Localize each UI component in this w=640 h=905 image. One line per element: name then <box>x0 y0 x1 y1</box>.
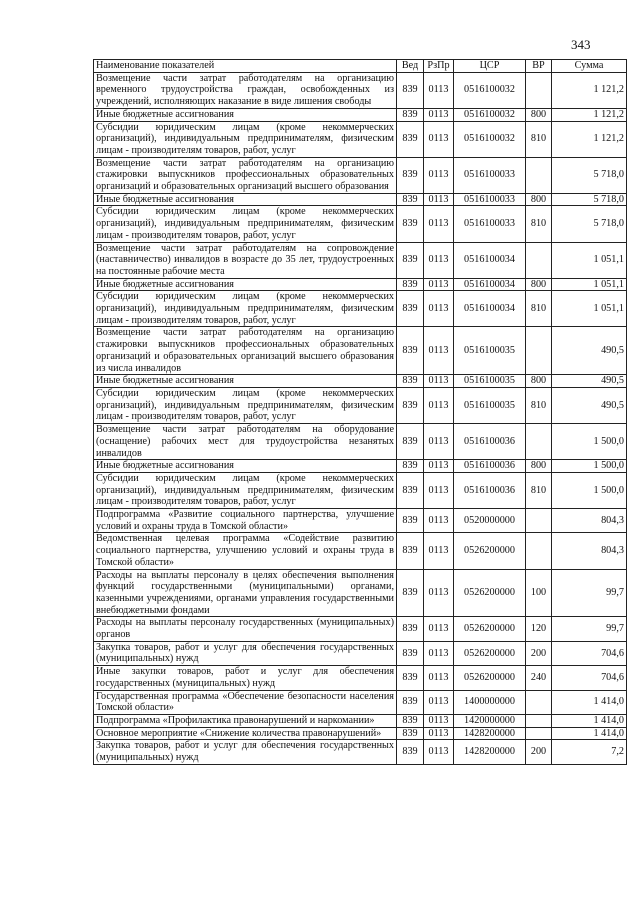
cell-name: Ведомственная целевая программа «Содействие развитию социального партнерства, улучшению условий и охраны труда в Томской области» <box>94 533 397 569</box>
cell-ved: 839 <box>397 327 424 375</box>
cell-name: Подпрограмма «Профилактика правонарушений и наркомании» <box>94 714 397 727</box>
cell-ved: 839 <box>397 121 424 157</box>
cell-rzpr: 0113 <box>424 108 454 121</box>
cell-ved: 839 <box>397 72 424 108</box>
cell-name: Возмещение части затрат работодателям на сопровождение (наставничество) инвалидов в возрасте до 35 лет, трудоустроенных на постоянные рабочие места <box>94 242 397 278</box>
cell-sum: 1 414,0 <box>552 727 627 740</box>
cell-rzpr: 0113 <box>424 157 454 193</box>
cell-csr: 0526200000 <box>454 617 526 641</box>
cell-sum: 1 121,2 <box>552 72 627 108</box>
cell-csr: 0526200000 <box>454 641 526 665</box>
cell-rzpr: 0113 <box>424 327 454 375</box>
cell-vr: 800 <box>526 278 552 291</box>
table-row <box>94 690 627 714</box>
cell-name: Расходы на выплаты персоналу государственных (муниципальных) органов <box>94 617 397 641</box>
cell-vr <box>526 424 552 460</box>
header-rzpr: РзПр <box>424 60 454 73</box>
cell-vr <box>526 327 552 375</box>
cell-vr: 800 <box>526 375 552 388</box>
table-row <box>94 641 627 665</box>
cell-csr: 0516100035 <box>454 327 526 375</box>
cell-csr: 0516100033 <box>454 157 526 193</box>
cell-rzpr: 0113 <box>424 641 454 665</box>
cell-rzpr: 0113 <box>424 472 454 508</box>
cell-csr: 0516100034 <box>454 278 526 291</box>
table-row <box>94 291 627 327</box>
cell-sum: 7,2 <box>552 740 627 764</box>
cell-ved: 839 <box>397 108 424 121</box>
page-number: 343 <box>571 37 591 52</box>
table-row <box>94 108 627 121</box>
table-row <box>94 740 627 764</box>
cell-name: Расходы на выплаты персоналу в целях обеспечения выполнения функций государственными (муниципальными) органами, казенными учреждениями, органами управления государственными внебюджетными фондами <box>94 569 397 617</box>
cell-sum: 1 414,0 <box>552 714 627 727</box>
cell-vr <box>526 533 552 569</box>
cell-name: Субсидии юридическим лицам (кроме некоммерческих организаций), индивидуальным предпринимателям, физическим лицам - производителям товаров, работ, услуг <box>94 291 397 327</box>
cell-vr: 800 <box>526 193 552 206</box>
cell-rzpr: 0113 <box>424 278 454 291</box>
cell-ved: 839 <box>397 533 424 569</box>
header-ved: Вед <box>397 60 424 73</box>
cell-sum: 99,7 <box>552 617 627 641</box>
cell-sum: 1 051,1 <box>552 242 627 278</box>
cell-sum: 1 500,0 <box>552 460 627 473</box>
table-row <box>94 666 627 690</box>
cell-sum: 804,3 <box>552 533 627 569</box>
cell-csr: 0516100033 <box>454 193 526 206</box>
cell-csr: 0516100034 <box>454 291 526 327</box>
cell-sum: 5 718,0 <box>552 193 627 206</box>
cell-ved: 839 <box>397 424 424 460</box>
cell-vr <box>526 509 552 533</box>
cell-sum: 1 414,0 <box>552 690 627 714</box>
cell-vr <box>526 157 552 193</box>
cell-vr: 800 <box>526 460 552 473</box>
cell-ved: 839 <box>397 375 424 388</box>
cell-name: Субсидии юридическим лицам (кроме некоммерческих организаций), индивидуальным предпринимателям, физическим лицам - производителям товаров, работ, услуг <box>94 121 397 157</box>
cell-csr: 1428200000 <box>454 740 526 764</box>
table-header-row <box>94 60 627 73</box>
cell-vr: 200 <box>526 740 552 764</box>
cell-rzpr: 0113 <box>424 727 454 740</box>
cell-vr: 810 <box>526 472 552 508</box>
cell-sum: 5 718,0 <box>552 206 627 242</box>
cell-ved: 839 <box>397 472 424 508</box>
table-row <box>94 472 627 508</box>
cell-rzpr: 0113 <box>424 617 454 641</box>
cell-sum: 1 121,2 <box>552 108 627 121</box>
cell-csr: 0526200000 <box>454 666 526 690</box>
cell-vr: 810 <box>526 121 552 157</box>
cell-rzpr: 0113 <box>424 424 454 460</box>
cell-ved: 839 <box>397 641 424 665</box>
cell-name: Иные бюджетные ассигнования <box>94 278 397 291</box>
cell-ved: 839 <box>397 569 424 617</box>
cell-vr: 810 <box>526 387 552 423</box>
cell-rzpr: 0113 <box>424 72 454 108</box>
cell-sum: 490,5 <box>552 375 627 388</box>
cell-name: Закупка товаров, работ и услуг для обеспечения государственных (муниципальных) нужд <box>94 641 397 665</box>
table-row <box>94 327 627 375</box>
cell-csr: 0516100032 <box>454 108 526 121</box>
cell-rzpr: 0113 <box>424 569 454 617</box>
header-csr: ЦСР <box>454 60 526 73</box>
cell-vr: 800 <box>526 108 552 121</box>
table-row <box>94 533 627 569</box>
cell-name: Возмещение части затрат работодателям на оборудование (оснащение) рабочих мест для трудоустройства незанятых инвалидов <box>94 424 397 460</box>
cell-rzpr: 0113 <box>424 690 454 714</box>
cell-rzpr: 0113 <box>424 740 454 764</box>
cell-name: Закупка товаров, работ и услуг для обеспечения государственных (муниципальных) нужд <box>94 740 397 764</box>
cell-name: Основное мероприятие «Снижение количества правонарушений» <box>94 727 397 740</box>
cell-name: Подпрограмма «Развитие социального партнерства, улучшение условий и охраны труда в Томской области» <box>94 509 397 533</box>
cell-rzpr: 0113 <box>424 714 454 727</box>
cell-ved: 839 <box>397 242 424 278</box>
cell-csr: 0516100035 <box>454 387 526 423</box>
table-row <box>94 193 627 206</box>
cell-vr: 240 <box>526 666 552 690</box>
cell-rzpr: 0113 <box>424 460 454 473</box>
cell-csr: 1428200000 <box>454 727 526 740</box>
cell-rzpr: 0113 <box>424 387 454 423</box>
cell-vr: 200 <box>526 641 552 665</box>
cell-csr: 0526200000 <box>454 569 526 617</box>
header-vr: ВР <box>526 60 552 73</box>
cell-rzpr: 0113 <box>424 193 454 206</box>
cell-csr: 0516100035 <box>454 375 526 388</box>
cell-name: Возмещение части затрат работодателям на организацию стажировки выпускников профессиональных образовательных организаций и образовательных организаций высшего образования <box>94 157 397 193</box>
cell-csr: 0516100032 <box>454 72 526 108</box>
cell-sum: 5 718,0 <box>552 157 627 193</box>
cell-rzpr: 0113 <box>424 509 454 533</box>
cell-sum: 99,7 <box>552 569 627 617</box>
cell-vr: 100 <box>526 569 552 617</box>
cell-sum: 1 500,0 <box>552 424 627 460</box>
cell-ved: 839 <box>397 740 424 764</box>
cell-vr: 120 <box>526 617 552 641</box>
cell-sum: 1 500,0 <box>552 472 627 508</box>
cell-csr: 0516100033 <box>454 206 526 242</box>
cell-csr: 1420000000 <box>454 714 526 727</box>
table-row <box>94 375 627 388</box>
cell-sum: 1 051,1 <box>552 278 627 291</box>
cell-vr <box>526 72 552 108</box>
cell-csr: 0520000000 <box>454 509 526 533</box>
cell-rzpr: 0113 <box>424 291 454 327</box>
table-row <box>94 509 627 533</box>
table-row <box>94 460 627 473</box>
cell-csr: 0516100032 <box>454 121 526 157</box>
cell-ved: 839 <box>397 278 424 291</box>
cell-sum: 704,6 <box>552 641 627 665</box>
cell-name: Субсидии юридическим лицам (кроме некоммерческих организаций), индивидуальным предпринимателям, физическим лицам - производителям товаров, работ, услуг <box>94 206 397 242</box>
cell-csr: 0516100036 <box>454 424 526 460</box>
cell-sum: 1 051,1 <box>552 291 627 327</box>
cell-rzpr: 0113 <box>424 242 454 278</box>
cell-csr: 0516100036 <box>454 472 526 508</box>
cell-sum: 704,6 <box>552 666 627 690</box>
cell-name: Иные бюджетные ассигнования <box>94 108 397 121</box>
cell-ved: 839 <box>397 206 424 242</box>
table-row <box>94 727 627 740</box>
cell-rzpr: 0113 <box>424 206 454 242</box>
cell-ved: 839 <box>397 727 424 740</box>
cell-ved: 839 <box>397 387 424 423</box>
cell-vr <box>526 727 552 740</box>
table-row <box>94 714 627 727</box>
table-row <box>94 387 627 423</box>
table-row <box>94 157 627 193</box>
cell-ved: 839 <box>397 666 424 690</box>
cell-sum: 490,5 <box>552 327 627 375</box>
cell-name: Иные бюджетные ассигнования <box>94 460 397 473</box>
cell-csr: 0526200000 <box>454 533 526 569</box>
budget-table <box>93 59 627 765</box>
table-row <box>94 424 627 460</box>
cell-csr: 0516100036 <box>454 460 526 473</box>
cell-name: Возмещение части затрат работодателям на организацию временного трудоустройства граждан, освобожденных из учреждений, исполняющих наказание в виде лишения свободы <box>94 72 397 108</box>
table-row <box>94 278 627 291</box>
table-row <box>94 72 627 108</box>
table-row <box>94 206 627 242</box>
cell-name: Иные бюджетные ассигнования <box>94 193 397 206</box>
header-sum: Сумма <box>552 60 627 73</box>
cell-ved: 839 <box>397 509 424 533</box>
cell-name: Субсидии юридическим лицам (кроме некоммерческих организаций), индивидуальным предпринимателям, физическим лицам - производителям товаров, работ, услуг <box>94 387 397 423</box>
cell-ved: 839 <box>397 617 424 641</box>
table-row <box>94 242 627 278</box>
cell-name: Иные закупки товаров, работ и услуг для обеспечения государственных (муниципальных) нужд <box>94 666 397 690</box>
table-row <box>94 569 627 617</box>
cell-rzpr: 0113 <box>424 121 454 157</box>
cell-csr: 0516100034 <box>454 242 526 278</box>
header-name: Наименование показателей <box>94 60 397 73</box>
cell-rzpr: 0113 <box>424 666 454 690</box>
cell-name: Иные бюджетные ассигнования <box>94 375 397 388</box>
cell-name: Возмещение части затрат работодателям на организацию стажировки выпускников профессиональных образовательных организаций и образовательных организаций высшего образования из числа инвалидов <box>94 327 397 375</box>
cell-csr: 1400000000 <box>454 690 526 714</box>
cell-vr: 810 <box>526 206 552 242</box>
cell-sum: 490,5 <box>552 387 627 423</box>
table-row <box>94 617 627 641</box>
cell-sum: 804,3 <box>552 509 627 533</box>
cell-vr: 810 <box>526 291 552 327</box>
cell-ved: 839 <box>397 690 424 714</box>
cell-ved: 839 <box>397 460 424 473</box>
cell-vr <box>526 242 552 278</box>
cell-ved: 839 <box>397 157 424 193</box>
cell-vr <box>526 714 552 727</box>
cell-sum: 1 121,2 <box>552 121 627 157</box>
cell-rzpr: 0113 <box>424 375 454 388</box>
cell-ved: 839 <box>397 291 424 327</box>
cell-ved: 839 <box>397 193 424 206</box>
cell-ved: 839 <box>397 714 424 727</box>
cell-vr <box>526 690 552 714</box>
cell-name: Субсидии юридическим лицам (кроме некоммерческих организаций), индивидуальным предпринимателям, физическим лицам - производителям товаров, работ, услуг <box>94 472 397 508</box>
cell-name: Государственная программа «Обеспечение безопасности населения Томской области» <box>94 690 397 714</box>
cell-rzpr: 0113 <box>424 533 454 569</box>
table-row <box>94 121 627 157</box>
